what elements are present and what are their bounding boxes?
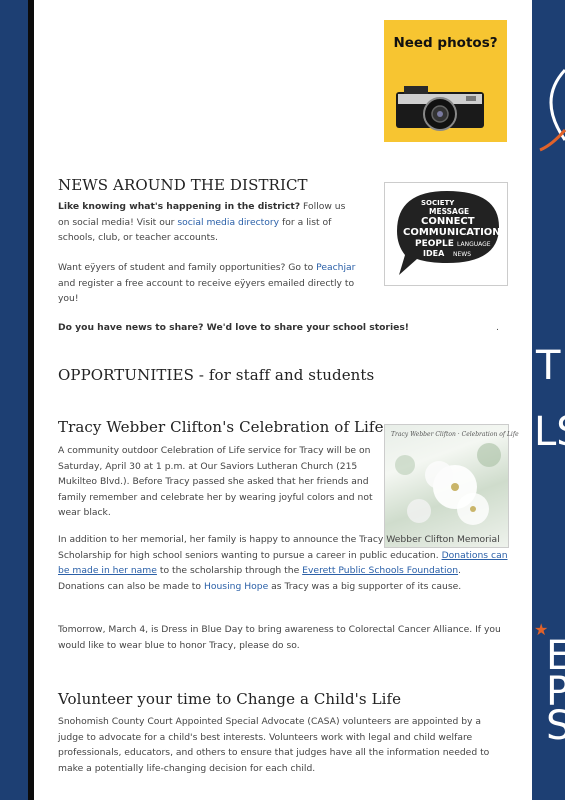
celebration-text: . Donations can also be made to xyxy=(58,565,461,592)
banner-swoosh-graphic xyxy=(532,40,565,200)
volunteer-paragraph: Snohomish County Court Appointed Special Advocate (CASA) volunteers are appointed by a judge to advocate for a child's best interests. Volunteers work with legal and child welfare professionals, educators, and others to ensure that judges have all the information needed to make a potentially life-changing decision for each child. xyxy=(58,716,490,774)
peachjar-link[interactable]: Peachjar xyxy=(316,262,356,273)
news-share-text: Do you have news to share? We'd love to share your school stories! xyxy=(58,322,409,333)
news-paragraph-share xyxy=(58,320,508,336)
svg-text:LANGUAGE: LANGUAGE xyxy=(457,241,491,248)
banner-letter: P xyxy=(546,669,571,715)
svg-text:CONNECT: CONNECT xyxy=(421,216,475,227)
celebration-text: In addition to her memorial, her family is happy to announce the Tracy Webber Clifton Memorial Scholarship for high school seniors wanting to pursue a career in public education. xyxy=(58,534,500,561)
banner-letter: LS xyxy=(534,409,582,455)
svg-text:MESSAGE: MESSAGE xyxy=(429,207,470,216)
housing-hope-link[interactable]: Housing Hope xyxy=(203,580,269,592)
celebration-paragraph-scholarship xyxy=(58,532,508,594)
camera-icon xyxy=(384,20,507,142)
blossom-icon xyxy=(385,425,508,547)
need-photos-image[interactable] xyxy=(384,20,507,142)
news-text: for a list of schools, club, or teacher accounts. xyxy=(58,216,332,243)
celebration-paragraph-dress-blue: Tomorrow, March 4, is Dress in Blue Day to bring awareness to Colorectal Cancer Alliance. If you would like to wear blue to honor Tracy, please do so. xyxy=(58,624,501,651)
flower-memorial-image xyxy=(384,424,519,548)
need-photos-title: Need photos? xyxy=(393,35,498,51)
news-text: Want eÿyers of student and family opportunities? Go to xyxy=(58,262,317,273)
svg-text:PEOPLE: PEOPLE xyxy=(415,239,454,249)
image-caption: Tracy Webber Clifton · Celebration of Life xyxy=(391,431,519,438)
celebration-text: as Tracy was a big supporter of its cause. xyxy=(268,580,462,592)
star-icon: ★ xyxy=(534,620,549,639)
news-paragraph-peachjar xyxy=(58,260,358,307)
speech-bubble-icon xyxy=(385,183,507,285)
celebration-heading: Tracy Webber Clifton's Celebration of Life xyxy=(58,418,384,436)
svg-text:NEWS: NEWS xyxy=(453,251,472,258)
svg-text:SOCIETY: SOCIETY xyxy=(421,199,455,207)
newsletter-content xyxy=(34,0,532,800)
social-media-directory-link[interactable]: social media directory xyxy=(177,216,280,228)
volunteer-heading: Volunteer your time to Change a Child's Life xyxy=(58,690,402,708)
celebration-text: to the scholarship through the xyxy=(156,565,303,576)
svg-text:COMMUNICATION: COMMUNICATION xyxy=(403,227,501,238)
opportunities-heading: OPPORTUNITIES - for staff and students xyxy=(58,366,375,384)
news-heading: NEWS AROUND THE DISTRICT xyxy=(58,176,308,194)
news-text: . xyxy=(496,322,499,333)
banner-letter: E xyxy=(546,633,572,679)
news-text: Follow us on social media! Visit our xyxy=(58,201,346,228)
everett-foundation-link[interactable]: Everett Public Schools Foundation xyxy=(302,565,459,576)
news-text: and register a free account to receive eÿyers emailed directly to you! xyxy=(58,277,355,304)
svg-text:IDEA: IDEA xyxy=(423,249,445,258)
news-lead-text: Like knowing what's happening in the district? xyxy=(58,201,301,212)
news-paragraph-social xyxy=(58,199,358,246)
right-district-banner xyxy=(532,0,582,800)
donations-link[interactable]: Donations can be made in her name xyxy=(58,549,508,576)
communication-wordcloud-image xyxy=(384,182,508,286)
left-decorative-panel xyxy=(0,0,28,800)
celebration-paragraph-service: A community outdoor Celebration of Life service for Tracy will be on Saturday, April 30 at 1 p.m. at Our Saviors Lutheran Church (215 Mukilteo Blvd.). Before Tracy passed she asked that her friends and family remember and celebrate her by wearing joyful colors and not wear black. xyxy=(58,445,373,518)
banner-letter: T xyxy=(536,343,561,389)
banner-letter: S xyxy=(546,703,572,749)
